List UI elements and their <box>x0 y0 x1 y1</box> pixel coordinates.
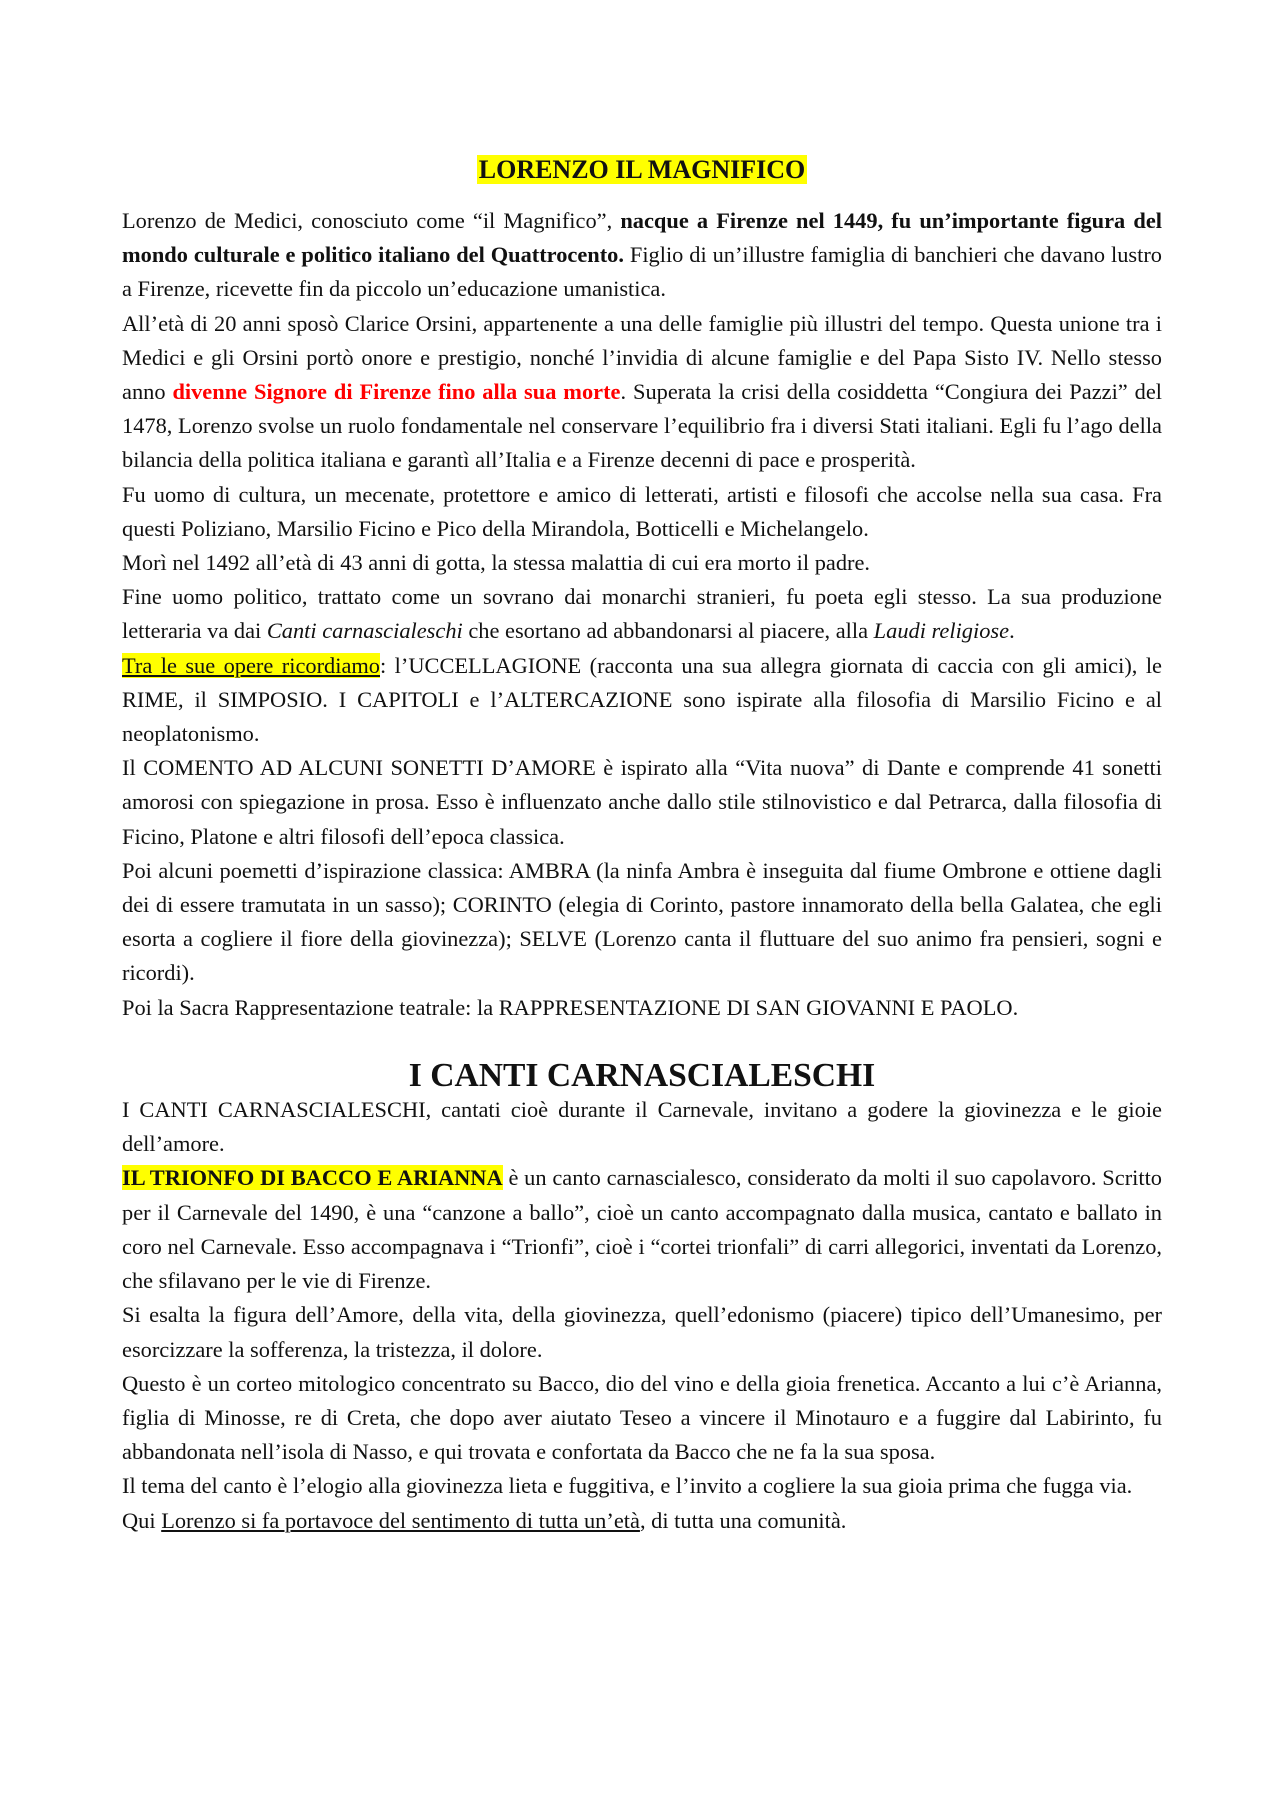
paragraph-works <box>122 649 1162 752</box>
paragraph-tema <box>122 1469 1162 1537</box>
italic-text: Canti carnascialeschi <box>266 618 463 644</box>
text-run: Il tema del canto è l’elogio alla giovinezza lieta e fuggitiva, e l’invito a cogliere la sua gioia prima che fugga via. Qui <box>122 1473 1133 1533</box>
title-highlight: LORENZO IL MAGNIFICO <box>478 155 806 184</box>
paragraph-death: Morì nel 1492 all’età di 43 anni di gotta, la stessa malattia di cui era morto il padre. <box>122 550 871 576</box>
text-run: , di tutta una comunità. <box>639 1507 847 1533</box>
paragraph-sacra-rappresentazione: Poi la Sacra Rappresentazione teatrale: la RAPPRESENTAZIONE DI SAN GIOVANNI E PAOLO. <box>122 994 1019 1020</box>
paragraph-comento: Il COMENTO AD ALCUNI SONETTI D’AMORE è ispirato alla “Vita nuova” di Dante e comprende 41 sonetti amorosi con spiegazione in prosa. Esso è influenzato anche dallo stile stilnovistico e dal Petrarca, dalla filosofia di Ficino, Platone e altri filosofi dell’epoca classica. <box>122 755 1162 849</box>
paragraph-poemetti: Poi alcuni poemetti d’ispirazione classica: AMBRA (la ninfa Ambra è inseguita dal fiume Ombrone e ottiene dagli dei di essere tramutata in un sasso); CORINTO (elegia di Corinto, pastore innamorato della bella Galatea, che egli esorta a cogliere il fiore della giovinezza); SELVE (Lorenzo canta il fluttuare del suo animo fra pensieri, sogni e ricordi). <box>122 857 1162 986</box>
bold-text: nacque a Firenze nel 1449, fu un’importante figura del mondo culturale e politico italiano del Quattrocento. <box>122 208 1162 268</box>
text-run: : l’UCCELLAGIONE (racconta una sua allegra giornata di caccia con gli amici), le RIME, il SIMPOSIO. I CAPITOLI e l’ALTERCAZIONE sono ispirate alla filosofia di Marsilio Ficino e al neoplatonismo. <box>122 652 1162 747</box>
paragraph-trionfo <box>122 1161 1162 1298</box>
text-run: . <box>1009 618 1015 644</box>
paragraph-intro <box>122 204 1162 307</box>
underlined-text: Lorenzo si fa portavoce del sentimento di tutta un’età <box>161 1507 640 1533</box>
highlighted-underlined-text: Tra le sue opere ricordiamo <box>122 652 380 678</box>
highlighted-bold-text: IL TRIONFO DI BACCO E ARIANNA <box>122 1165 503 1191</box>
paragraph-marriage <box>122 307 1162 478</box>
section-title: I CANTI CARNASCIALESCHI <box>408 1056 876 1094</box>
paragraph-corteo: Questo è un corteo mitologico concentrato su Bacco, dio del vino e della gioia frenetica. Accanto a lui c’è Arianna, figlia di Minosse, re di Creta, che dopo aver aiutato Teseo a vincere il Minotauro e a fuggire dal Labirinto, fu abbandonata nell’isola di Nasso, e qui trovata e confortata da Bacco che ne fa la sua sposa. <box>122 1370 1162 1465</box>
text-run: Lorenzo de Medici, conosciuto come “il Magnifico”, <box>122 208 621 233</box>
text-run: Figlio di un’illustre famiglia di banchieri che davano lustro a Firenze, ricevette fin da piccolo un’educazione umanistica. <box>122 242 1162 302</box>
document-body <box>122 152 1162 1538</box>
paragraph-amore: Si esalta la figura dell’Amore, della vita, della giovinezza, quell’edonismo (piacere) tipico dell’Umanesimo, per esorcizzare la sofferenza, la tristezza, il dolore. <box>122 1302 1162 1362</box>
text-run: Fine uomo politico, trattato come un sovrano dai monarchi stranieri, fu poeta egli stesso. La sua produzione letteraria va dai <box>122 584 1162 644</box>
paragraph-culture: Fu uomo di cultura, un mecenate, protettore e amico di letterati, artisti e filosofi che accolse nella sua casa. Fra questi Poliziano, Marsilio Ficino e Pico della Mirandola, Botticelli e Michelangelo. <box>122 481 1162 541</box>
page-title <box>122 152 1162 188</box>
text-run: che esortano ad abbandonarsi al piacere, alla <box>462 618 874 644</box>
paragraph-canti: I CANTI CARNASCIALESCHI, cantati cioè durante il Carnevale, invitano a godere la giovinezza e le gioie dell’amore. <box>122 1097 1162 1157</box>
text-run: è un canto carnascialesco, considerato da molti il suo capolavoro. Scritto per il Carnevale del 1490, è una “canzone a ballo”, cioè un canto accompagnato dalla musica, cantato e ballato in coro nel Carnevale. Esso accompagnava i “Trionfi”, cioè i “cortei trionfali” di carri allegorici, inventati da Lorenzo, che sfilavano per le vie di Firenze. <box>122 1165 1163 1294</box>
red-bold-text: divenne Signore di Firenze fino alla sua morte <box>172 379 621 405</box>
italic-text: Laudi religiose <box>873 618 1010 644</box>
text-run: . Superata la crisi della cosiddetta “Congiura dei Pazzi” del 1478, Lorenzo svolse un ruolo fondamentale nel conservare l’equilibrio fra i diversi Stati italiani. Egli fu l’ago della bilancia della politica italiana e garantì all’Italia e a Firenze decenni di pace e prosperità. <box>122 379 1162 473</box>
paragraph-production <box>122 580 1162 648</box>
text-run: All’età di 20 anni sposò Clarice Orsini, appartenente a una delle famiglie più illustri del tempo. Questa unione tra i Medici e gli Orsini portò onore e prestigio, nonché l’invidia di alcune famiglie e del Papa Sisto IV. Nello stesso anno <box>122 310 1162 405</box>
